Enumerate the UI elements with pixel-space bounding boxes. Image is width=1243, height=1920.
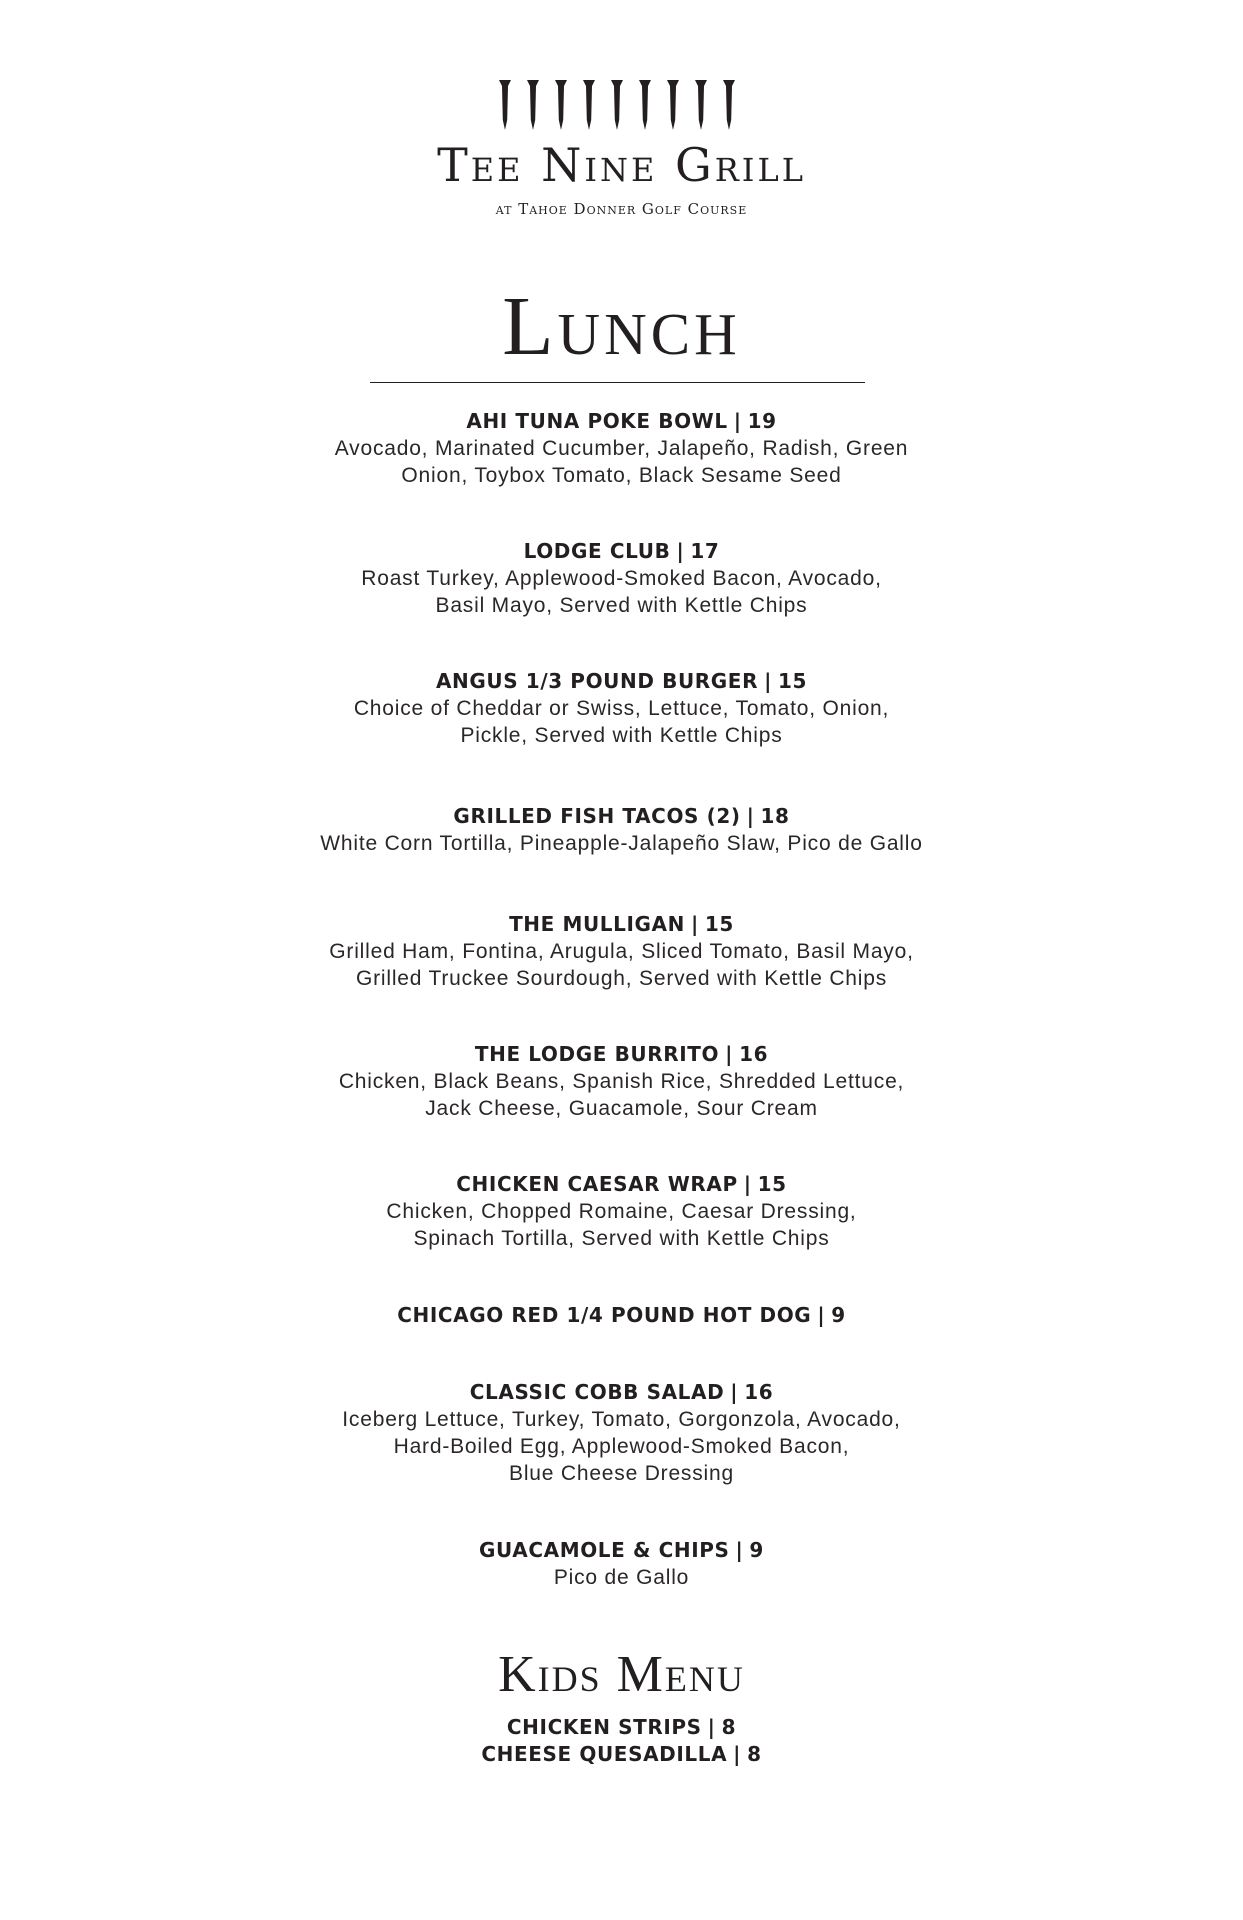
section-title-kids-menu: Kids Menu	[498, 1646, 745, 1703]
item-title: CHICKEN CAESAR WRAP	[456, 1172, 738, 1196]
item-title: CHICKEN STRIPS	[506, 1715, 702, 1739]
kids-menu-item	[0, 1714, 1243, 1741]
price-separator: |	[725, 1042, 734, 1066]
golf-tee-icon	[695, 80, 707, 130]
golf-tee-icon	[527, 80, 539, 130]
item-name	[0, 1537, 1243, 1564]
title-divider	[370, 382, 865, 383]
item-name	[0, 1171, 1243, 1198]
item-title: LODGE CLUB	[523, 539, 671, 563]
item-name	[0, 1302, 1243, 1329]
item-name	[0, 803, 1243, 830]
item-price: 9	[831, 1303, 846, 1327]
item-description-line: Chicken, Black Beans, Spanish Rice, Shredded Lettuce,	[338, 1070, 905, 1093]
price-separator: |	[817, 1303, 826, 1327]
item-price: 8	[721, 1715, 737, 1739]
item-description-line: Chicken, Chopped Romaine, Caesar Dressing,	[386, 1200, 857, 1223]
item-price: 15	[777, 669, 808, 693]
item-price: 19	[747, 409, 777, 433]
golf-tee-icon	[723, 80, 735, 130]
menu-item	[0, 803, 1243, 857]
item-description-line: Iceberg Lettuce, Turkey, Tomato, Gorgonzola, Avocado,	[342, 1408, 901, 1431]
item-description-line: Onion, Toybox Tomato, Black Sesame Seed	[401, 464, 842, 487]
price-separator: |	[730, 1380, 739, 1404]
price-separator: |	[676, 539, 685, 563]
item-description-line: Grilled Truckee Sourdough, Served with Kettle Chips	[355, 967, 888, 990]
item-price: 18	[760, 804, 790, 828]
golf-tee-icon	[499, 80, 511, 130]
item-title: CHEESE QUESADILLA	[481, 1742, 728, 1766]
menu-item	[0, 1379, 1243, 1487]
menu-item	[0, 1302, 1243, 1329]
item-title: ANGUS 1/3 POUND BURGER	[435, 669, 759, 693]
golf-tee-icon	[583, 80, 595, 130]
price-separator: |	[733, 409, 742, 433]
menu-item	[0, 1537, 1243, 1591]
menu-item	[0, 911, 1243, 992]
item-title: GUACAMOLE & CHIPS	[479, 1538, 730, 1562]
golf-tee-icon	[639, 80, 651, 130]
item-title: THE LODGE BURRITO	[474, 1042, 720, 1066]
item-name	[0, 911, 1243, 938]
item-name	[0, 1041, 1243, 1068]
item-name	[0, 668, 1243, 695]
menu-item	[0, 668, 1243, 749]
item-title: AHI TUNA POKE BOWL	[466, 409, 728, 433]
item-price: 16	[739, 1042, 769, 1066]
item-description-line: Pickle, Served with Kettle Chips	[460, 724, 783, 747]
kids-menu-item	[0, 1741, 1243, 1768]
item-name	[0, 408, 1243, 435]
restaurant-subtitle: at Tahoe Donner Golf Course	[495, 200, 748, 218]
price-separator: |	[735, 1538, 744, 1562]
section-title-lunch: Lunch	[502, 280, 741, 373]
item-title: THE MULLIGAN	[509, 912, 685, 936]
item-description-line: Spinach Tortilla, Served with Kettle Chips	[413, 1227, 830, 1250]
restaurant-name: Tee Nine Grill	[437, 138, 806, 192]
item-description-line: Basil Mayo, Served with Kettle Chips	[435, 594, 808, 617]
menu-item	[0, 1041, 1243, 1122]
menu-item	[0, 538, 1243, 619]
item-description-line: Avocado, Marinated Cucumber, Jalapeño, Radish, Green	[334, 437, 909, 460]
price-separator: |	[690, 912, 699, 936]
price-separator: |	[733, 1742, 742, 1766]
item-name	[0, 1379, 1243, 1406]
price-separator: |	[743, 1172, 752, 1196]
menu-item	[0, 1171, 1243, 1252]
item-name	[0, 1741, 1243, 1768]
item-description-line: Pico de Gallo	[553, 1566, 690, 1589]
menu-item	[0, 408, 1243, 489]
golf-tee-icon	[667, 80, 679, 130]
price-separator: |	[707, 1715, 716, 1739]
price-separator: |	[764, 669, 772, 693]
item-price: 15	[757, 1172, 787, 1196]
item-description-line: Grilled Ham, Fontina, Arugula, Sliced Tomato, Basil Mayo,	[329, 940, 914, 963]
golf-tee-icon	[611, 80, 623, 130]
item-price: 16	[744, 1380, 774, 1404]
item-name	[0, 538, 1243, 565]
item-price: 15	[704, 912, 734, 936]
item-description-line: Roast Turkey, Applewood-Smoked Bacon, Avocado,	[361, 567, 882, 590]
golf-tees-logo-icon	[498, 80, 736, 130]
item-title: CHICAGO RED 1/4 POUND HOT DOG	[397, 1303, 812, 1327]
golf-tee-icon	[555, 80, 567, 130]
item-title: GRILLED FISH TACOS (2)	[453, 804, 741, 828]
item-title: CLASSIC COBB SALAD	[469, 1380, 725, 1404]
item-description-line: Hard-Boiled Egg, Applewood-Smoked Bacon,	[393, 1435, 850, 1458]
item-price: 8	[747, 1742, 762, 1766]
item-description-line: Jack Cheese, Guacamole, Sour Cream	[425, 1097, 818, 1120]
item-price: 17	[690, 539, 720, 563]
item-description-line: Blue Cheese Dressing	[509, 1462, 734, 1485]
item-description-line: White Corn Tortilla, Pineapple-Jalapeño Slaw, Pico de Gallo	[320, 832, 923, 855]
item-name	[0, 1714, 1243, 1741]
price-separator: |	[746, 804, 755, 828]
item-price: 9	[749, 1538, 764, 1562]
item-description-line: Choice of Cheddar or Swiss, Lettuce, Tomato, Onion,	[353, 697, 890, 720]
